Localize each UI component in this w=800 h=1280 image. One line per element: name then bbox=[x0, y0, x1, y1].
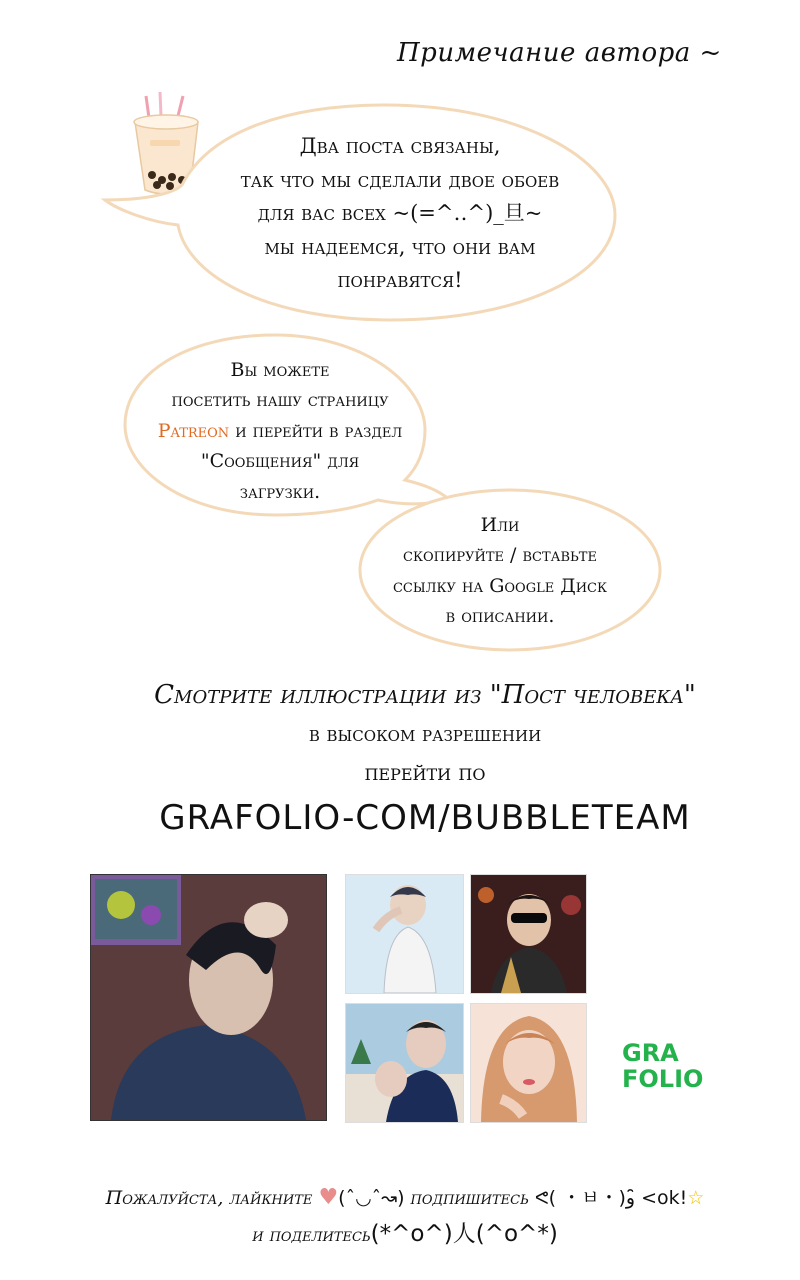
bubble-2-line: посетить нашу страницу bbox=[171, 389, 389, 412]
artwork-thumbnail-large[interactable] bbox=[90, 874, 327, 1121]
grafolio-url-link[interactable]: GRAFOLIO-COM/BUBBLETEAM bbox=[159, 798, 691, 838]
like-text: Пожалуйста, лайкните bbox=[105, 1187, 313, 1209]
bubble-2-line-rest: и перейти в раздел bbox=[229, 419, 403, 442]
footer-like-line bbox=[60, 1183, 750, 1210]
bubble-1-text bbox=[205, 130, 595, 298]
author-note-title: Примечание автора ~ bbox=[397, 38, 722, 68]
subscribe-text: подпишитесь bbox=[410, 1187, 529, 1209]
grafolio-logo[interactable] bbox=[622, 1040, 703, 1092]
share-text: и поделитесь bbox=[252, 1224, 371, 1246]
bubble-1-line: для вас всех ~(=^‥^)_旦~ bbox=[257, 201, 543, 226]
bubble-2-line: "Сообщения" для bbox=[200, 450, 360, 473]
gallery-heading: Смотрите иллюстрации из "Пост человека" bbox=[154, 680, 696, 710]
bubble-2-line: загрузки. bbox=[239, 480, 321, 503]
bubble-2-text bbox=[130, 355, 430, 507]
patreon-link[interactable]: Patreon bbox=[157, 419, 230, 442]
bubble-1-line: понравятся! bbox=[337, 268, 463, 293]
bubble-3-line: Или bbox=[480, 514, 520, 536]
star-icon: ☆ bbox=[687, 1187, 705, 1209]
bubble-2-line: Вы можете bbox=[230, 359, 330, 381]
gallery-subheading: в высоком разрешении bbox=[308, 722, 542, 746]
gallery-goto-label: перейти по bbox=[364, 760, 486, 786]
kaomoji: (ˆ◡ˆ↝) bbox=[338, 1187, 405, 1209]
bubble-3-text bbox=[365, 510, 635, 632]
bubble-3-line: в описании. bbox=[445, 605, 555, 628]
kaomoji: (*^o^)人(^o^*) bbox=[370, 1221, 558, 1247]
artwork-thumbnail-4[interactable] bbox=[345, 1003, 464, 1123]
bubble-3-line: ссылку на Google Диск bbox=[392, 574, 608, 597]
bubble-2-line bbox=[130, 416, 430, 446]
kaomoji: ᕙ( ・ㅂ・)و ̑̑<ok! bbox=[534, 1187, 688, 1209]
artwork-thumbnail-3[interactable] bbox=[470, 874, 587, 994]
artwork-thumbnail-2[interactable] bbox=[345, 874, 464, 994]
heart-icon: ♥ bbox=[318, 1185, 339, 1210]
grafolio-logo-line: GRA bbox=[622, 1039, 679, 1067]
bubble-1-line: Два поста связаны, bbox=[299, 134, 501, 158]
artwork-thumbnail-5[interactable] bbox=[470, 1003, 587, 1123]
grafolio-logo-line: FOLIO bbox=[622, 1065, 704, 1093]
footer-share-line bbox=[60, 1215, 750, 1248]
bubble-1-line: так что мы сделали двое обоев bbox=[240, 167, 560, 192]
bubble-3-line: скопируйте / вставьте bbox=[403, 544, 597, 567]
bubble-1-line: мы надеемся, что они вам bbox=[264, 234, 536, 259]
